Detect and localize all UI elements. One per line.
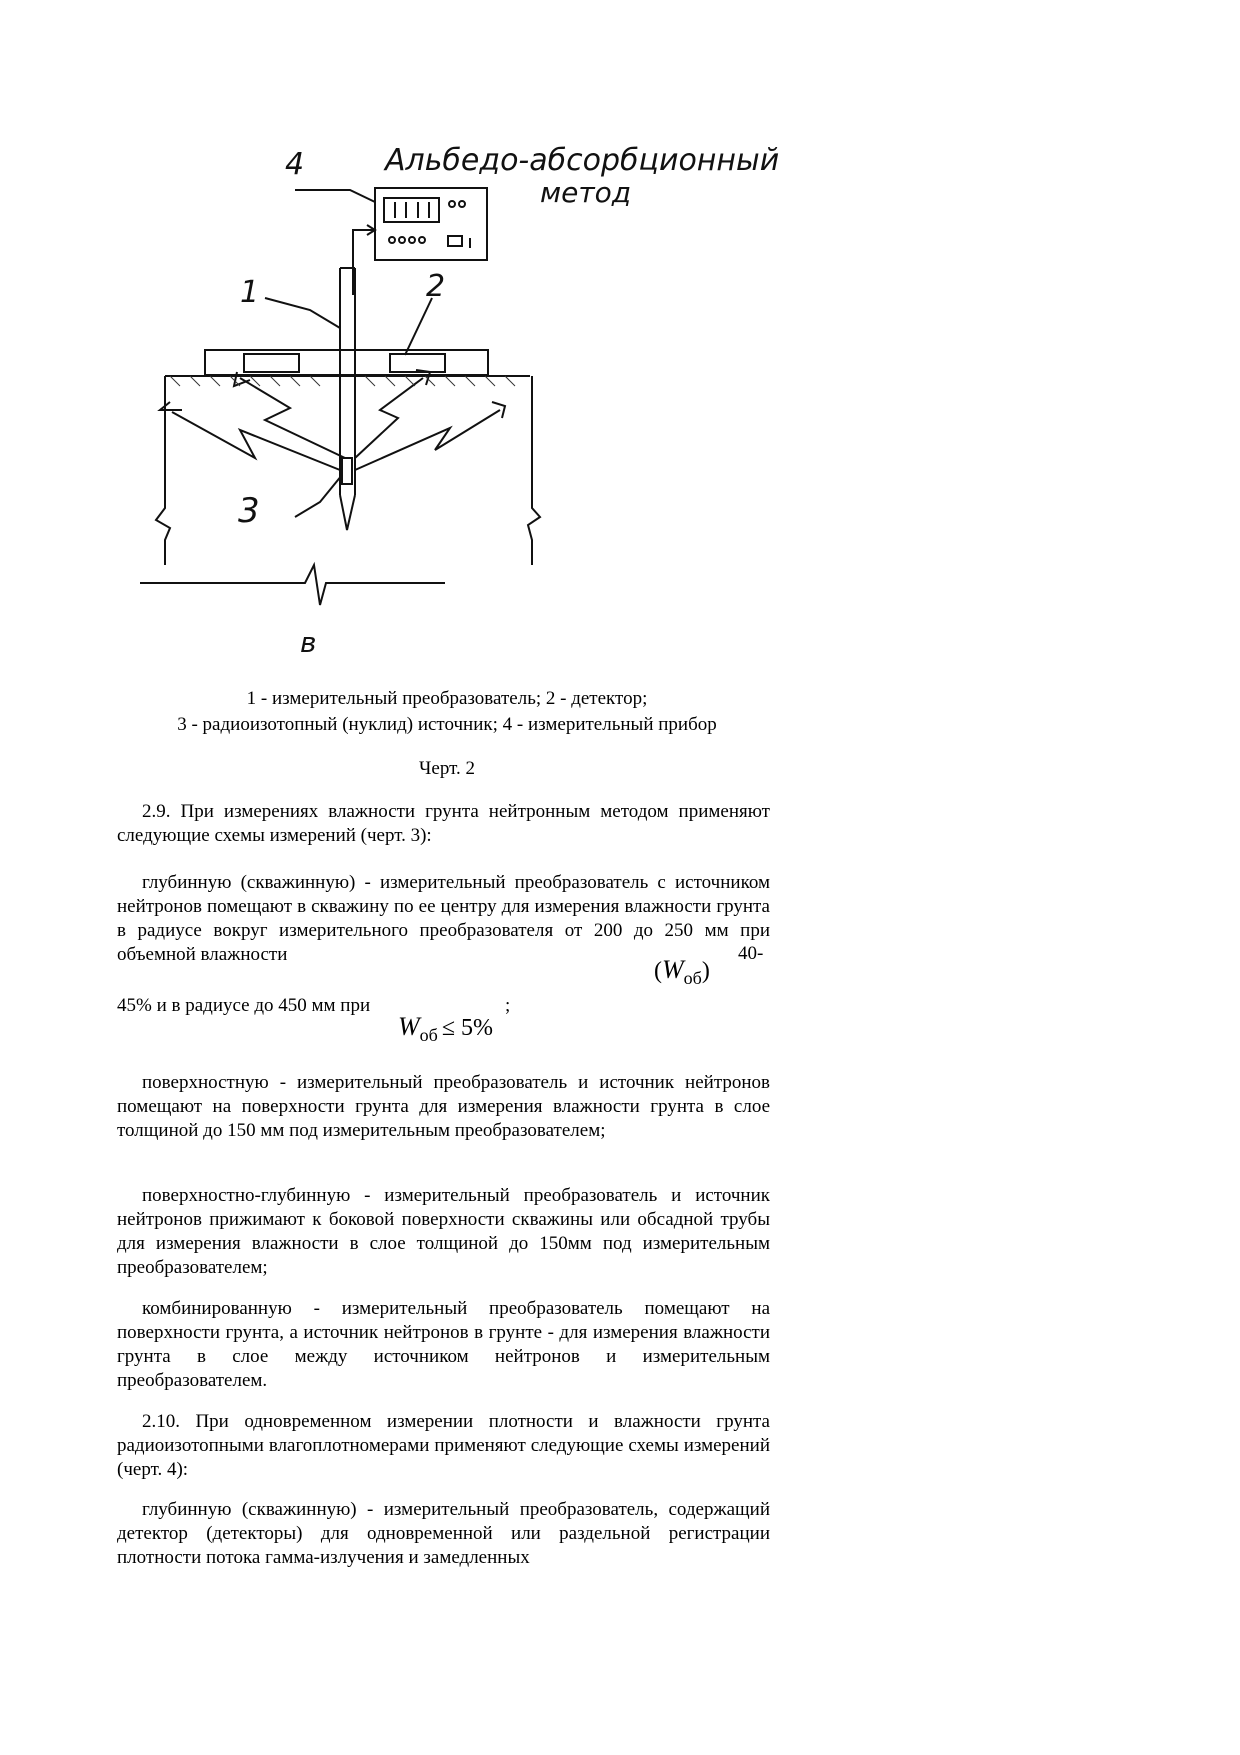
radioisotope-source	[342, 458, 352, 484]
callout-2: 2	[426, 269, 446, 304]
paragraph-2-10: 2.10. При одновременном измерении плотности и влажности грунта радиоизотопными влагоплотномерами применяют следующие схемы измерений (черт. 4):	[117, 1411, 770, 1480]
ground-hatch	[170, 376, 515, 386]
paragraph-deep-scheme-2: глубинную (скважинную) - измерительный преобразователь, содержащий детектор (детекторы) для одновременной или раздельной регистрации плотности потока гамма-излучения и замедленных	[117, 1499, 770, 1568]
deep-scheme-tail: 40-	[738, 943, 764, 964]
formula-w-ob-le-5: $W_{об} \le 5\%$	[398, 1012, 494, 1045]
formula-w-ob: $(W_{об})$	[654, 955, 710, 988]
figure-title-line1: Альбедо-абсорбционный	[385, 143, 780, 178]
technical-drawing	[140, 140, 780, 680]
figure-title-line2: метод	[540, 176, 632, 209]
figure-caption	[117, 686, 777, 738]
deep-scheme-continuation: 45% и в радиусе до 450 мм при	[117, 995, 371, 1016]
chart-label: Черт. 2	[419, 758, 475, 779]
callout-1: 1	[240, 275, 260, 310]
label-4: 4	[285, 147, 305, 182]
deep-scheme-semicolon: ;	[505, 995, 511, 1016]
caption-line-1: 1 - измерительный преобразователь; 2 - детектор;	[246, 688, 648, 709]
drawing-svg	[140, 140, 780, 680]
callout-3: 3	[238, 491, 260, 531]
paragraph-surface-deep-scheme: поверхностно-глубинную - измерительный преобразователь и источник нейтронов прижимают к боковой поверхности скважины или обсадной трубы для измерения влажности в слое толщиной до 150мм под измерительным преобразователем;	[117, 1185, 770, 1278]
width-label: в	[300, 626, 317, 659]
detector-left	[244, 354, 299, 372]
paragraph-surface-scheme: поверхностную - измерительный преобразователь и источник нейтронов помещают на поверхности грунта для измерения влажности грунта в слое толщиной до 150 мм под измерительным преобразователем;	[117, 1072, 770, 1141]
paragraph-2-9: 2.9. При измерениях влажности грунта нейтронным методом применяют следующие схемы измерений (черт. 3):	[117, 801, 770, 846]
paragraph-deep-scheme: глубинную (скважинную) - измерительный преобразователь с источником нейтронов помещают в скважину по ее центру для измерения влажности грунта в радиусе вокруг измерительного преобразователя от 200 до 250 мм при объемной влажности	[117, 872, 770, 965]
caption-line-2: 3 - радиоизотопный (нуклид) источник; 4 - измерительный прибор	[177, 714, 717, 735]
paragraph-combined-scheme: комбинированную - измерительный преобразователь помещают на поверхности грунта, а источник нейтронов в грунте - для измерения влажности грунта в слое между источником нейтронов и измерительным преобразователем.	[117, 1298, 770, 1391]
